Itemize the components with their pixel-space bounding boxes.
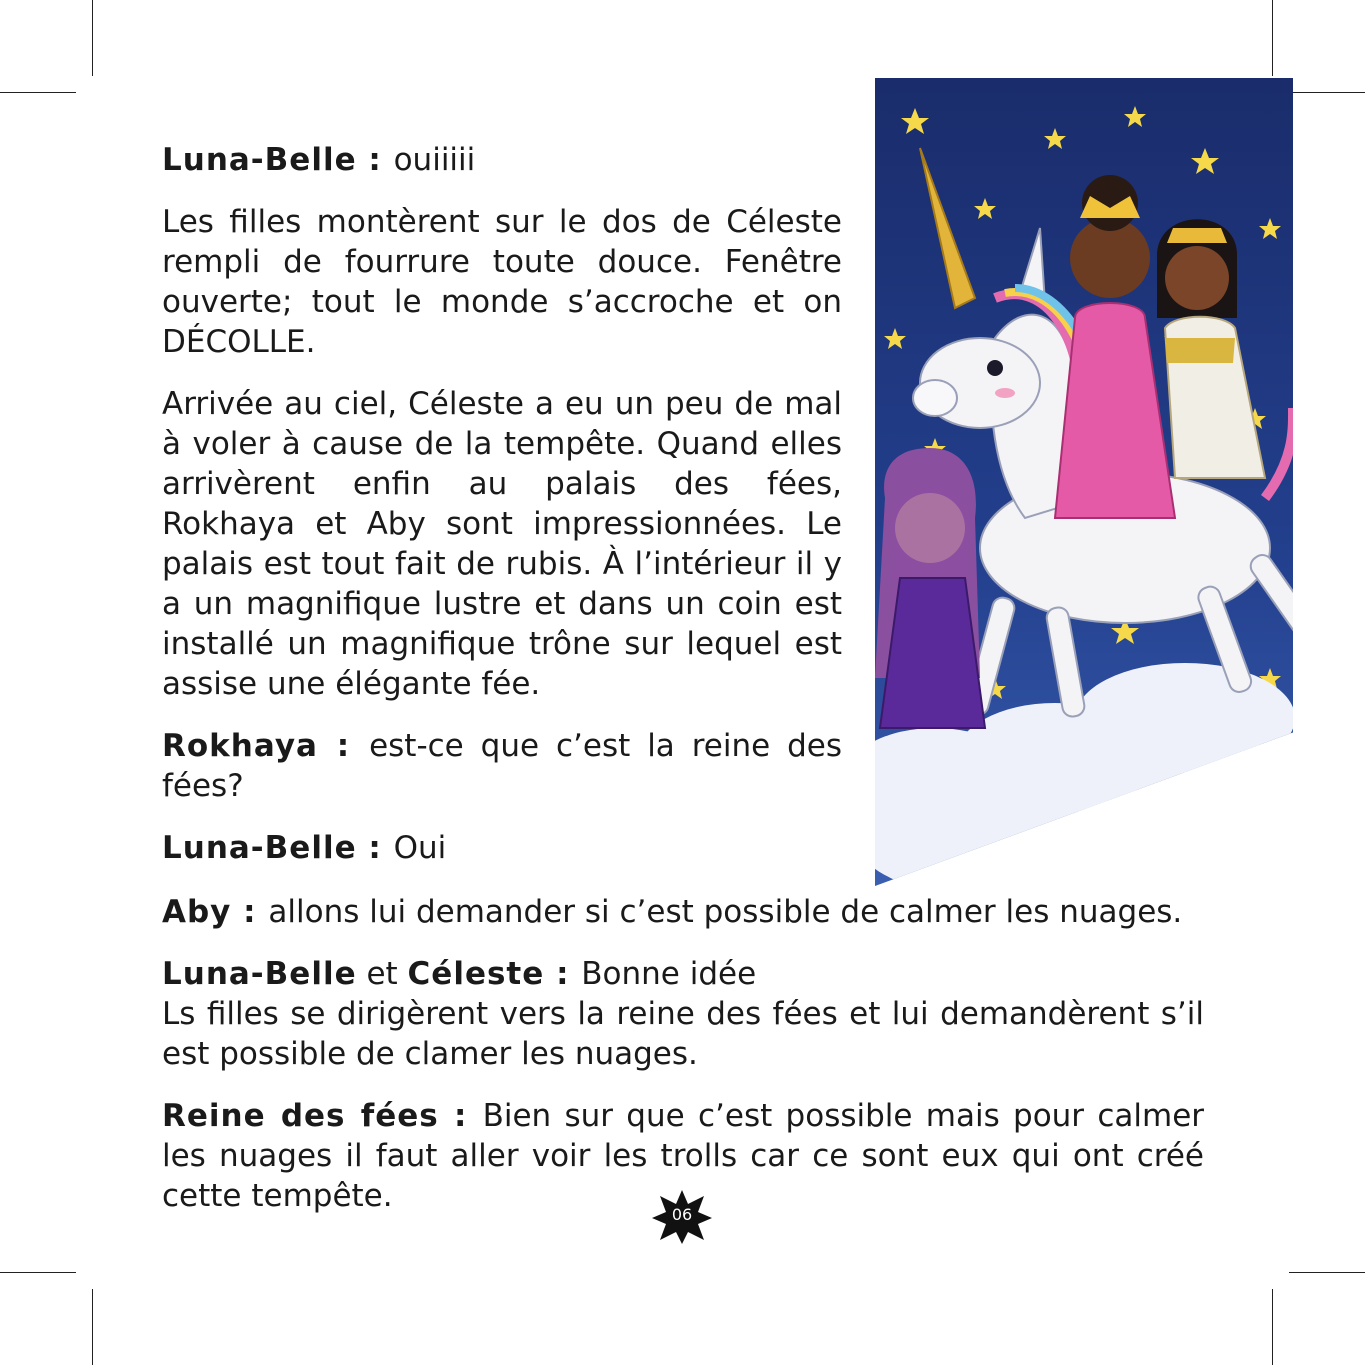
story-illustration	[875, 78, 1293, 886]
dialogue-line	[162, 828, 842, 868]
crop-mark	[1289, 1272, 1365, 1273]
story-full-width	[162, 892, 1204, 1216]
speaker-colon: :	[317, 728, 370, 764]
speaker-name: Reine des fées	[162, 1098, 439, 1134]
illustration-art	[875, 78, 1293, 886]
speaker-name: Céleste	[407, 956, 545, 992]
dialogue-line	[162, 726, 842, 806]
crop-mark	[0, 92, 76, 93]
dialogue-line	[162, 140, 842, 180]
story-column	[162, 140, 842, 868]
dialogue-text: ouiiiii	[393, 142, 476, 178]
speaker-name: Aby	[162, 894, 232, 930]
speaker-name: Luna-Belle	[162, 142, 357, 178]
fairy-icon	[875, 448, 985, 728]
dialogue-text: Bonne idée	[581, 956, 757, 992]
speaker-colon: :	[544, 956, 582, 992]
speaker-colon: :	[231, 894, 269, 930]
crop-mark	[0, 1272, 76, 1273]
dialogue-text: allons lui demander si c’est possible de calmer les nuages.	[268, 894, 1183, 930]
speaker-colon: :	[356, 142, 394, 178]
narration-paragraph: Ls filles se dirigèrent vers la reine des fées et lui demandèrent s’il est possible de clamer les nuages.	[162, 996, 1204, 1072]
narration-paragraph: Arrivée au ciel, Céleste a eu un peu de mal à voler à cause de la tempête. Quand elles arrivèrent enfin au palais des fées, Rokhaya et Aby sont impressionnées. Le palais est tout fait de rubis. À l’intérieur il y a un magnifique lustre et dans un coin est installé un magnifique trône sur lequel est assise une élégante fée.	[162, 386, 842, 702]
speaker-name: Rokhaya	[162, 728, 318, 764]
dialogue-text: Bien sur que c’est possible mais pour calmer les nuages il faut aller voir les trolls car ce sont eux qui ont créé cette tempête.	[162, 1098, 1205, 1214]
page-number: 06	[671, 1205, 693, 1224]
page-number-badge	[650, 1188, 714, 1246]
crop-mark	[92, 0, 93, 76]
crop-mark	[1289, 92, 1365, 93]
crop-mark	[1272, 1289, 1273, 1365]
narration-paragraph: Les filles montèrent sur le dos de Céleste rempli de fourrure toute douce. Fenêtre ouverte; tout le monde s’accroche et on DÉCOLLE.	[162, 204, 842, 360]
speaker-colon: :	[438, 1098, 483, 1134]
speaker-connector: et	[356, 956, 408, 992]
dialogue-text: Oui	[393, 830, 447, 866]
dialogue-text: est-ce que c’est la reine des fées?	[162, 728, 843, 804]
crop-mark	[92, 1289, 93, 1365]
speaker-name: Luna-Belle	[162, 830, 357, 866]
dialogue-line	[162, 954, 1204, 994]
crop-mark	[1272, 0, 1273, 76]
speaker-name: Luna-Belle	[162, 956, 357, 992]
dialogue-line	[162, 892, 1204, 932]
speaker-colon: :	[356, 830, 394, 866]
